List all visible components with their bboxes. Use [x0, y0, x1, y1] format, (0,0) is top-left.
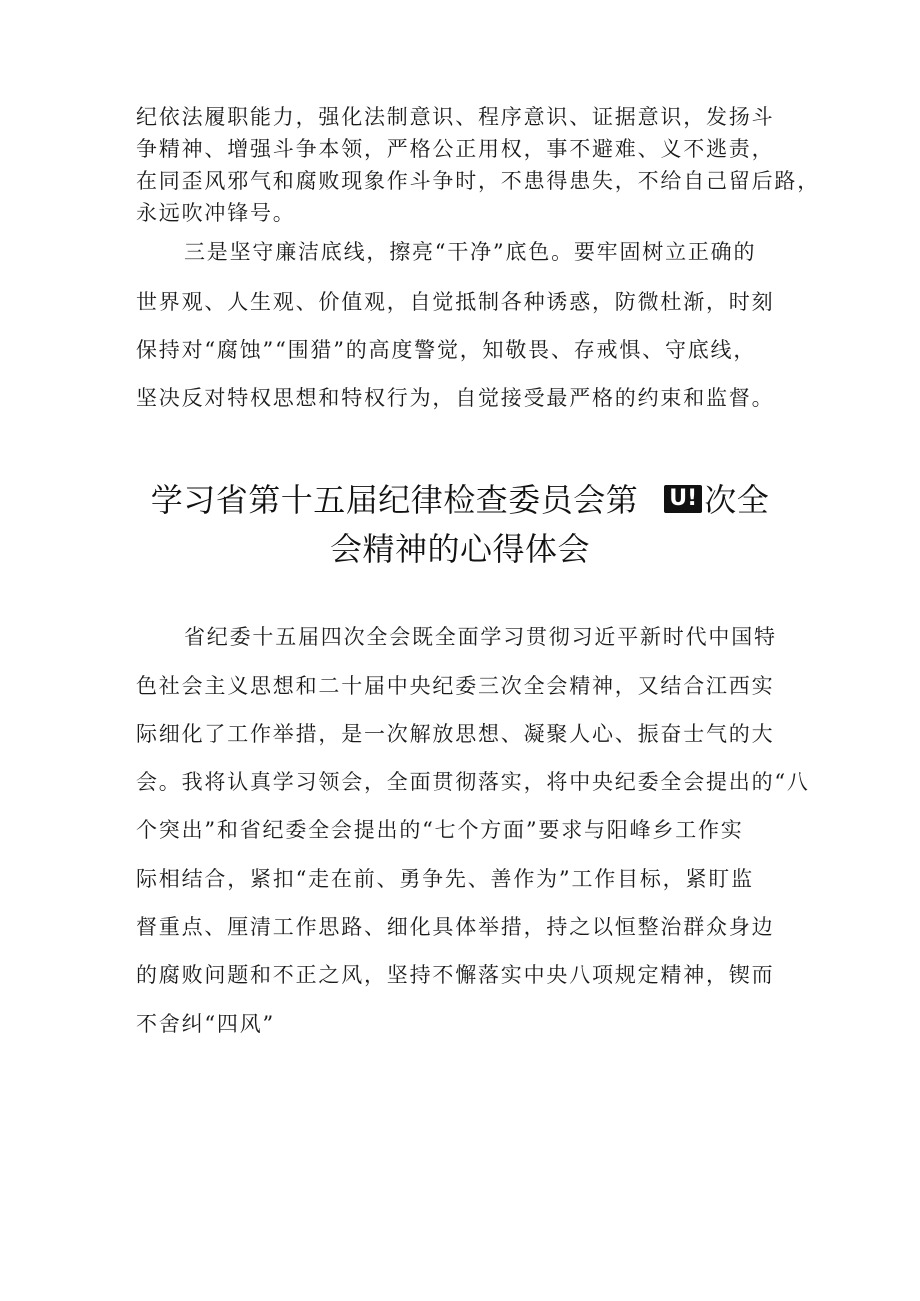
text-line: 保持对“腐蚀”“围猎”的高度警觉，知敬畏、存戒惧、守底线，	[136, 338, 757, 362]
text-line: 纪依法履职能力，强化法制意识、程序意识、证据意识，发扬斗	[136, 105, 775, 129]
title-badge: U!	[664, 485, 702, 513]
document-title	[0, 476, 920, 524]
text-line: 色社会主义思想和二十届中央纪委三次全会精神，又结合江西实	[136, 674, 775, 698]
text-line: 省纪委十五届四次全会既全面学习贯彻习近平新时代中国特	[184, 625, 777, 649]
text-line: 际细化了工作举措，是一次解放思想、凝聚人心、振奋士气的大	[136, 722, 775, 746]
text-line: 不舍纠“四风”	[136, 1012, 276, 1036]
text-line: 的腐败问题和不正之风，坚持不懈落实中央八项规定精神，锲而	[136, 963, 775, 987]
document-title-line-2: 会精神的心得体会	[329, 530, 590, 568]
text-line: 永远吹冲锋号。	[136, 201, 296, 225]
text-line: 个突出”和省纪委全会提出的“七个方面”要求与阳峰乡工作实	[136, 818, 744, 842]
title-part-1: 学习省第十五届纪律检查委员会第	[150, 481, 639, 519]
text-line: 坚决反对特权思想和特权行为，自觉接受最严格的约束和监督。	[136, 386, 775, 410]
title-part-2: 次全	[704, 481, 770, 519]
text-line: 督重点、厘清工作思路、细化具体举措，持之以恒整治群众身边	[136, 915, 775, 939]
text-line: 三是坚守廉洁底线，擦亮“干净”底色。要牢固树立正确的	[184, 240, 757, 264]
text-line: 争精神、增强斗争本领，严格公正用权，事不避难、义不逃责，	[136, 137, 775, 161]
text-line: 会。我将认真学习领会，全面贯彻落实，将中央纪委全会提出的“八	[136, 770, 810, 794]
text-line: 际相结合，紧扣“走在前、勇争先、善作为”工作目标，紧盯监	[136, 867, 754, 891]
text-line: 世界观、人生观、价值观，自觉抵制各种诱惑，防微杜渐，时刻	[136, 290, 775, 314]
text-line: 在同歪风邪气和腐败现象作斗争时，不患得患失，不给自己留后路，	[136, 169, 820, 193]
